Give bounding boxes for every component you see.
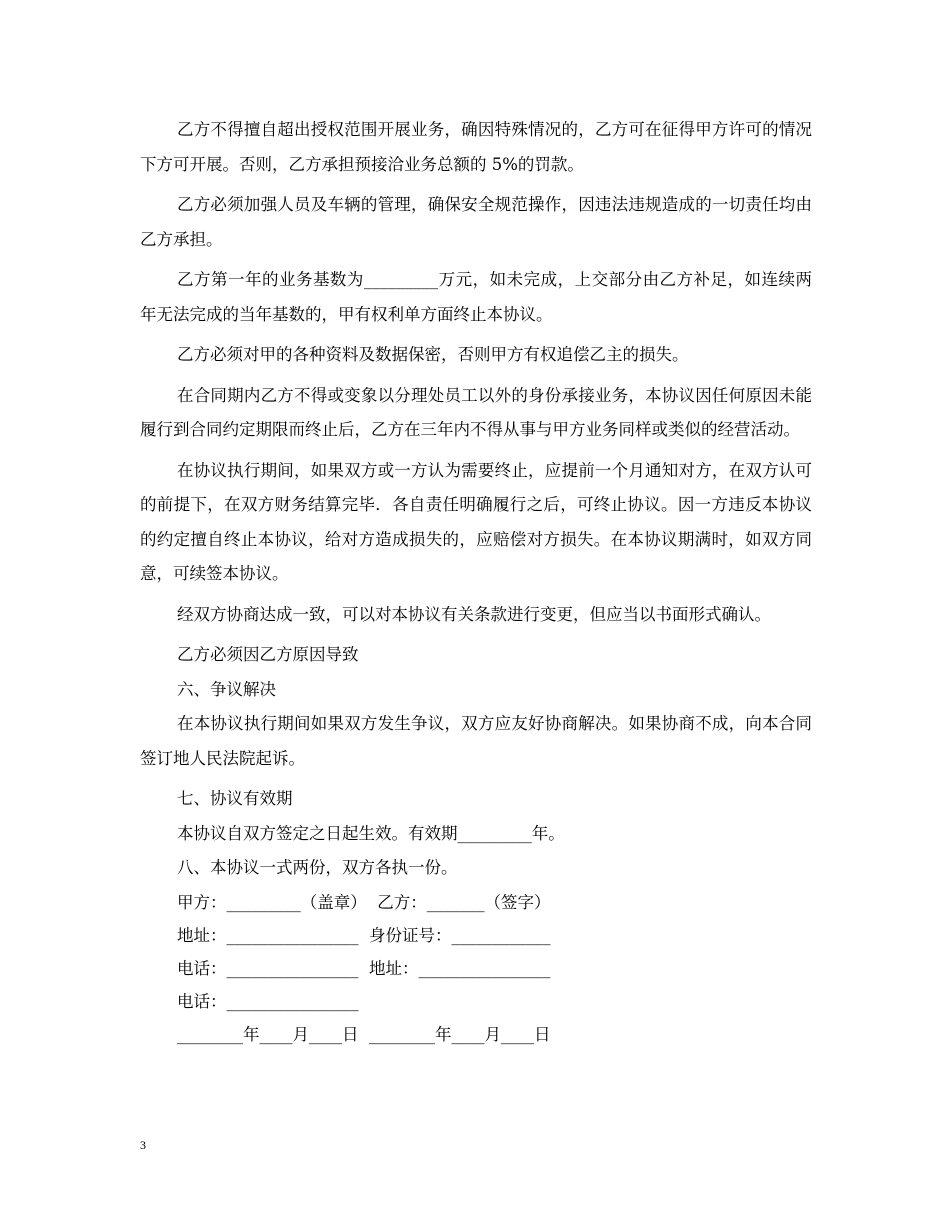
signature-line-dates: ________年____月____日 ________年____月____日 bbox=[177, 1024, 551, 1044]
paragraph-confidentiality: 乙方必须对甲的各种资料及数据保密，否则甲方有权追偿乙主的损失。 bbox=[177, 345, 689, 364]
paragraph-party-b-cause: 乙方必须因乙方原因导致 bbox=[177, 645, 359, 664]
paragraph-validity-period: 本协议自双方签定之日起生效。有效期_________年。 bbox=[177, 823, 565, 843]
signature-line-phone-address: 电话：________________ 地址：________________ bbox=[177, 958, 551, 978]
section-heading-copies: 八、本协议一式两份，双方各执一份。 bbox=[177, 858, 458, 877]
signature-line-parties: 甲方：_________（盖章） 乙方：_______（签字） bbox=[177, 892, 551, 912]
paragraph-amendment: 经双方协商达成一致，可以对本协议有关条款进行变更，但应当以书面形式确认。 bbox=[177, 604, 771, 624]
signature-line-phone: 电话：________________ bbox=[177, 991, 359, 1011]
page-number: 3 bbox=[140, 1138, 146, 1152]
signature-line-address-id: 地址：________________ 身份证号：____________ bbox=[177, 925, 551, 945]
paragraph-vehicle-management: 乙方必须加强人员及车辆的管理，确保安全规范操作，因违法违规造成的一切责任均由乙方承担。 bbox=[140, 195, 812, 249]
section-heading-dispute: 六、争议解决 bbox=[177, 679, 276, 699]
paragraph-business-base: 乙方第一年的业务基数为_________万元，如未完成，上交部分由乙方补足，如连续两年无法完成的当年基数的，甲有权利单方面终止本协议。 bbox=[140, 270, 812, 324]
paragraph-unauthorized-business: 乙方不得擅自超出授权范围开展业务，确因特殊情况的，乙方可在征得甲方许可的情况下方可开展。否则，乙方承担预接洽业务总额的 5%的罚款。 bbox=[140, 120, 812, 174]
section-heading-validity: 七、协议有效期 bbox=[177, 789, 293, 808]
paragraph-non-compete: 在合同期内乙方不得或变象以分理处员工以外的身份承接业务，本协议因任何原因未能履行到合同约定期限而终止后，乙方在三年内不得从事与甲方业务同样或类似的经营活动。 bbox=[140, 385, 812, 439]
paragraph-termination: 在协议执行期间，如果双方或一方认为需要终止，应提前一个月通知对方，在双方认可的前提下，在双方财务结算完毕．各自责任明确履行之后，可终止协议。因一方违反本协议的约定擅自终止本协议，给对方造成损失的，应赔偿对方损失。在本协议期满时，如双方同意，可续签本协议。 bbox=[140, 460, 812, 583]
paragraph-dispute-resolution: 在本协议执行期间如果双方发生争议，双方应友好协商解决。如果协商不成，向本合同签订地人民法院起诉。 bbox=[140, 714, 812, 768]
document-body bbox=[140, 113, 812, 1051]
